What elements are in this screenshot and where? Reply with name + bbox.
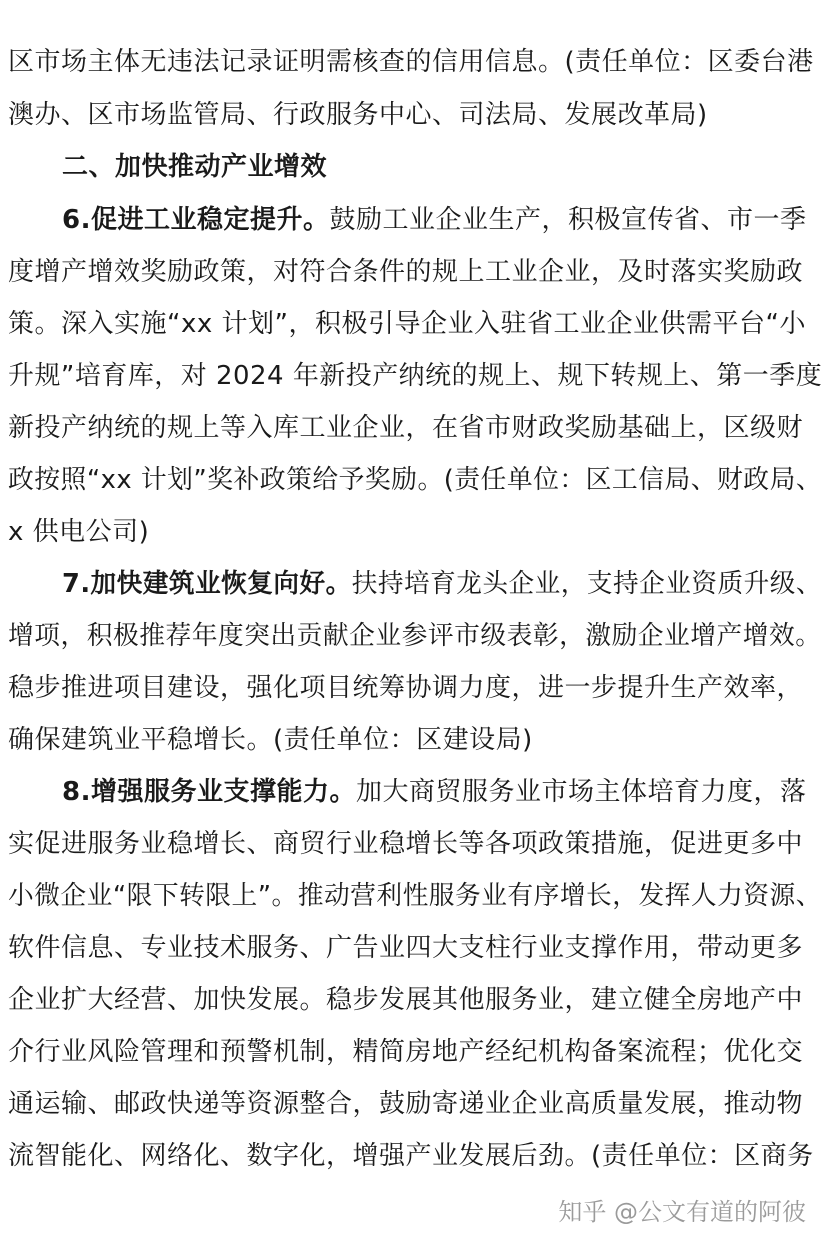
- text-line: [8, 411, 803, 445]
- text-line: [8, 879, 822, 913]
- text-line: [8, 619, 822, 653]
- text-line: [8, 723, 533, 757]
- text-segment: 介行业风险管理和预警机制，精简房地产经纪机构备案流程；优化交: [8, 1037, 804, 1067]
- text-line: [8, 515, 149, 549]
- text-line: [8, 45, 814, 79]
- item-title: 7.加快建筑业恢复向好。: [62, 569, 352, 599]
- text-line: [8, 1087, 803, 1121]
- text-segment: 新投产纳统的规上等入库工业企业，在省市财政奖励基础上，区级财: [8, 413, 804, 443]
- text-segment: 稳步推进项目建设，强化项目统筹协调力度，进一步提升生产效率，: [8, 673, 804, 703]
- text-line: [8, 98, 708, 132]
- text-line: [8, 463, 822, 497]
- text-segment: 增项，积极推荐年度突出贡献企业参评市级表彰，激励企业增产增效。: [8, 621, 822, 651]
- text-segment: 政按照“xx 计划”奖补政策给予奖励。(责任单位：区工信局、财政局、: [8, 465, 823, 495]
- text-segment: 流智能化、网络化、数字化，增强产业发展后劲。(责任单位：区商务: [8, 1141, 814, 1171]
- text-segment: 通运输、邮政快递等资源整合，鼓励寄递业企业高质量发展，推动物: [8, 1089, 804, 1119]
- text-segment: 确保建筑业平稳增长。(责任单位：区建设局): [8, 725, 533, 755]
- text-segment: 加大商贸服务业市场主体培育力度，落: [355, 777, 807, 807]
- text-line: [8, 359, 822, 393]
- item-title: 6.促进工业稳定提升。: [62, 205, 330, 235]
- item-8-heading-line: [62, 775, 806, 809]
- text-segment: 企业扩大经营、加快发展。稳步发展其他服务业，建立健全房地产中: [8, 985, 804, 1015]
- text-segment: 度增产增效奖励政策，对符合条件的规上工业企业，及时落实奖励政: [8, 257, 804, 287]
- text-line: [8, 307, 806, 341]
- section-heading-text: 二、加快推动产业增效: [62, 152, 328, 182]
- text-segment: 升规”培育库，对 2024 年新投产纳统的规上、规下转规上、第一季度: [8, 361, 823, 391]
- watermark: 知乎 @公文有道的阿彼: [558, 1198, 806, 1226]
- text-line: [8, 1139, 814, 1173]
- text-segment: 区市场主体无违法记录证明需核查的信用信息。(责任单位：区委台港: [8, 47, 814, 77]
- text-segment: 实促进服务业稳增长、商贸行业稳增长等各项政策措施，促进更多中: [8, 829, 804, 859]
- item-6-heading-line: [62, 203, 806, 237]
- text-line: [8, 983, 803, 1017]
- item-title: 8.增强服务业支撑能力。: [62, 777, 356, 807]
- section-heading: [62, 150, 327, 184]
- text-segment: 鼓励工业企业生产，积极宣传省、市一季: [329, 205, 807, 235]
- text-line: [8, 671, 803, 705]
- item-7-heading-line: [62, 567, 822, 601]
- text-line: [8, 255, 803, 289]
- text-segment: 策。深入实施“xx 计划”，积极引导企业入驻省工业企业供需平台“小: [8, 309, 806, 339]
- text-segment: 澳办、区市场监管局、行政服务中心、司法局、发展改革局): [8, 100, 708, 130]
- text-segment: x 供电公司): [8, 517, 150, 547]
- text-segment: 小微企业“限下转限上”。推动营利性服务业有序增长，发挥人力资源、: [8, 881, 822, 911]
- text-segment: 扶持培育龙头企业，支持企业资质升级、: [351, 569, 822, 599]
- text-line: [8, 1035, 803, 1069]
- text-segment: 软件信息、专业技术服务、广告业四大支柱行业支撑作用，带动更多: [8, 933, 804, 963]
- text-line: [8, 931, 803, 965]
- text-line: [8, 827, 803, 861]
